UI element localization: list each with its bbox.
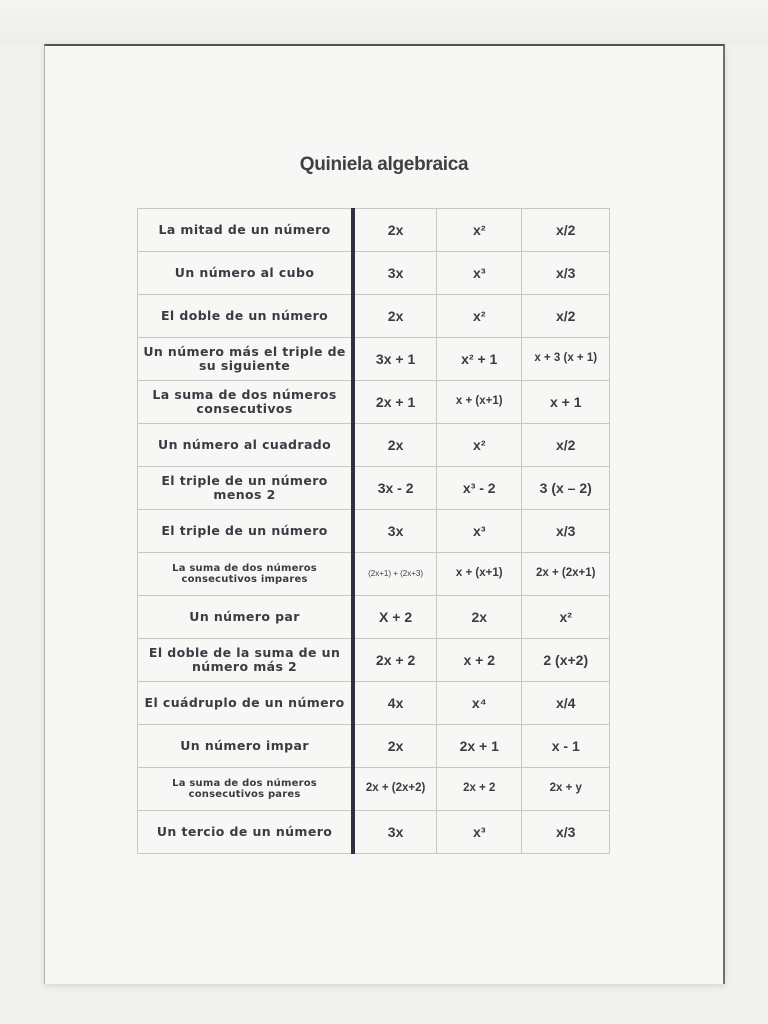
- table-row: [138, 553, 610, 596]
- table-row: [138, 725, 610, 768]
- option-c: x/2: [522, 209, 610, 252]
- option-b: x²: [437, 424, 522, 467]
- option-c: x/2: [522, 295, 610, 338]
- option-b: 2x: [437, 596, 522, 639]
- option-b: x + (x+1): [437, 553, 522, 596]
- row-description: El doble de un número: [138, 295, 354, 338]
- option-c: 3 (x – 2): [522, 467, 610, 510]
- table-row: [138, 596, 610, 639]
- table-row: [138, 510, 610, 553]
- option-b: x²: [437, 295, 522, 338]
- table-row: [138, 424, 610, 467]
- table-row: [138, 381, 610, 424]
- option-a: 2x: [353, 725, 436, 768]
- option-a: 3x: [353, 811, 436, 854]
- row-description: Un número al cubo: [138, 252, 354, 295]
- option-b: x³ - 2: [437, 467, 522, 510]
- table-row: [138, 338, 610, 381]
- option-a: 3x: [353, 510, 436, 553]
- option-c: x + 3 (x + 1): [522, 338, 610, 381]
- option-c: x/4: [522, 682, 610, 725]
- table-row: [138, 768, 610, 811]
- row-description: La mitad de un número: [138, 209, 354, 252]
- row-description: El doble de la suma de un número más 2: [138, 639, 354, 682]
- option-a: (2x+1) + (2x+3): [353, 553, 436, 596]
- page-title: Quiniela algebraica: [299, 154, 469, 175]
- option-c: 2x + y: [522, 768, 610, 811]
- option-b: x³: [437, 252, 522, 295]
- option-a: 2x + (2x+2): [353, 768, 436, 811]
- table-row: [138, 252, 610, 295]
- option-a: 2x: [353, 209, 436, 252]
- option-c: x/2: [522, 424, 610, 467]
- quiniela-table: [137, 208, 610, 854]
- option-c: x/3: [522, 252, 610, 295]
- row-description: Un número impar: [138, 725, 354, 768]
- row-description: El triple de un número menos 2: [138, 467, 354, 510]
- photo-background: [0, 0, 768, 44]
- option-b: 2x + 2: [437, 768, 522, 811]
- row-description: La suma de dos números consecutivos pares: [138, 768, 354, 811]
- table-row: [138, 209, 610, 252]
- option-c: 2 (x+2): [522, 639, 610, 682]
- row-description: El cuádruplo de un número: [138, 682, 354, 725]
- option-a: 3x + 1: [353, 338, 436, 381]
- option-c: 2x + (2x+1): [522, 553, 610, 596]
- option-c: x - 1: [522, 725, 610, 768]
- row-description: La suma de dos números consecutivos impares: [138, 553, 354, 596]
- option-a: 4x: [353, 682, 436, 725]
- table-row: [138, 295, 610, 338]
- option-a: 2x: [353, 295, 436, 338]
- option-c: x + 1: [522, 381, 610, 424]
- row-description: Un número al cuadrado: [138, 424, 354, 467]
- option-b: 2x + 1: [437, 725, 522, 768]
- row-description: El triple de un número: [138, 510, 354, 553]
- table-row: [138, 639, 610, 682]
- worksheet-paper: [44, 44, 725, 984]
- option-b: x + 2: [437, 639, 522, 682]
- option-b: x³: [437, 811, 522, 854]
- table-row: [138, 467, 610, 510]
- option-c: x²: [522, 596, 610, 639]
- option-b: x + (x+1): [437, 381, 522, 424]
- option-c: x/3: [522, 510, 610, 553]
- table-row: [138, 682, 610, 725]
- option-a: 3x - 2: [353, 467, 436, 510]
- option-b: x²: [437, 209, 522, 252]
- row-description: Un tercio de un número: [138, 811, 354, 854]
- option-a: 3x: [353, 252, 436, 295]
- option-a: 2x + 2: [353, 639, 436, 682]
- option-b: x⁴: [437, 682, 522, 725]
- option-c: x/3: [522, 811, 610, 854]
- option-a: 2x + 1: [353, 381, 436, 424]
- row-description: Un número más el triple de su siguiente: [138, 338, 354, 381]
- row-description: La suma de dos números consecutivos: [138, 381, 354, 424]
- row-description: Un número par: [138, 596, 354, 639]
- option-a: 2x: [353, 424, 436, 467]
- option-a: X + 2: [353, 596, 436, 639]
- option-b: x² + 1: [437, 338, 522, 381]
- option-b: x³: [437, 510, 522, 553]
- table-row: [138, 811, 610, 854]
